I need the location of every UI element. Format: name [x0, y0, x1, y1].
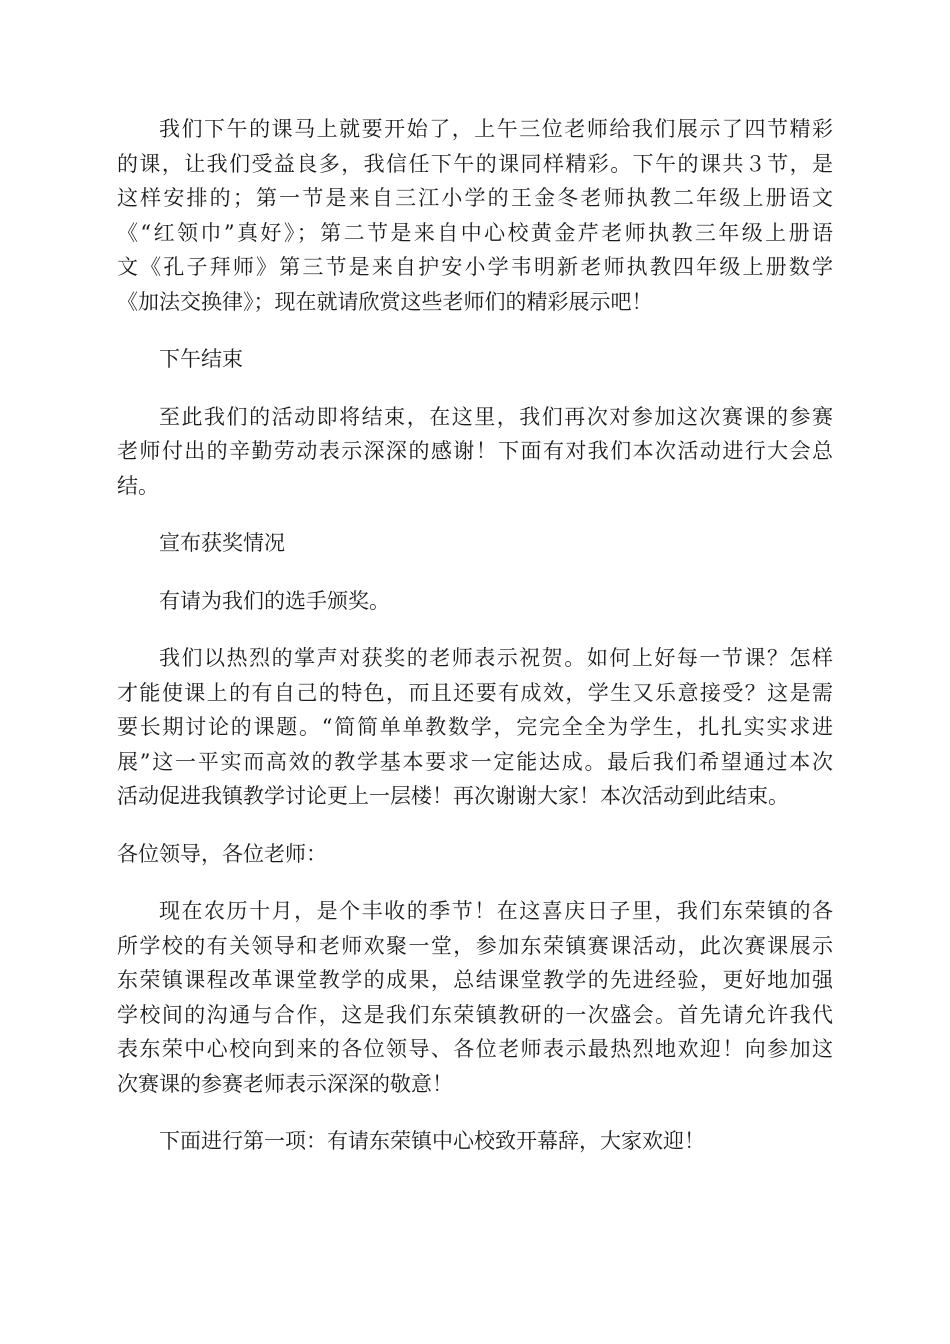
text-line: 《“红领巾”真好》；第二节是来自中心校黄金芹老师执教三年级上册语 [117, 220, 833, 245]
paragraph [117, 837, 833, 872]
text-line: 我们下午的课马上就要开始了，上午三位老师给我们展示了四节精彩 [159, 117, 833, 141]
paragraph [117, 400, 833, 504]
text-line: 至此我们的活动即将结束，在这里，我们再次对参加这次赛课的参赛 [159, 404, 833, 429]
text-line: 展”这一平实而高效的教学基本要求一定能达成。最后我们希望通过本次 [117, 749, 833, 774]
text-line: 老师付出的辛勤劳动表示深深的感谢！下面有对我们本次活动进行大会总 [117, 439, 833, 463]
text-line: 学校间的沟通与合作，这是我们东荣镇教研的一次盛会。首先请允许我代 [117, 1002, 833, 1027]
text-line: 下午结束 [159, 347, 243, 371]
paragraph [117, 894, 833, 1101]
paragraph [117, 641, 833, 814]
text-line: 下面进行第一项：有请东荣镇中心校致开幕辞，大家欢迎！ [159, 1129, 705, 1153]
text-line: 现在农历十月，是个丰收的季节！在这喜庆日子里，我们东荣镇的各 [159, 899, 833, 923]
text-line: 东荣镇课程改革课堂教学的成果，总结课堂教学的先进经验，更好地加强 [117, 968, 833, 992]
paragraph [117, 584, 833, 619]
document-page [117, 112, 833, 1182]
text-line: 结。 [117, 473, 159, 498]
text-line: 文《孔子拜师》第三节是来自护安小学韦明新老师执教四年级上册数学 [117, 255, 833, 279]
text-line: 《加法交换律》；现在就请欣赏这些老师们的精彩展示吧！ [117, 289, 653, 314]
text-line: 宣布获奖情况 [159, 531, 285, 555]
text-line: 才能使课上的有自己的特色，而且还要有成效，学生又乐意接受？这是需 [117, 680, 833, 705]
paragraph [117, 342, 833, 377]
paragraph [117, 112, 833, 319]
text-line: 要长期讨论的课题。“简简单单教数学，完完全全为学生，扎扎实实求进 [117, 715, 833, 739]
paragraph [117, 1124, 833, 1159]
text-line: 次赛课的参赛老师表示深深的敬意！ [117, 1071, 453, 1096]
text-line: 各位领导，各位老师： [117, 841, 327, 866]
text-line: 所学校的有关领导和老师欢聚一堂，参加东荣镇赛课活动，此次赛课展示 [117, 933, 833, 958]
text-line: 的课，让我们受益良多，我信任下午的课同样精彩。下午的课共３节，是 [117, 151, 833, 176]
text-line: 有请为我们的选手颁奖。 [159, 588, 390, 613]
text-line: 这样安排的；第一节是来自三江小学的王金冬老师执教二年级上册语文 [117, 186, 833, 210]
text-line: 我们以热烈的掌声对获奖的老师表示祝贺。如何上好每一节课？怎样 [159, 646, 833, 670]
paragraph [117, 526, 833, 561]
text-line: 表东荣中心校向到来的各位领导、各位老师表示最热烈地欢迎！向参加这 [117, 1037, 833, 1061]
text-line: 活动促进我镇教学讨论更上一层楼！再次谢谢大家！本次活动到此结束。 [117, 784, 789, 808]
